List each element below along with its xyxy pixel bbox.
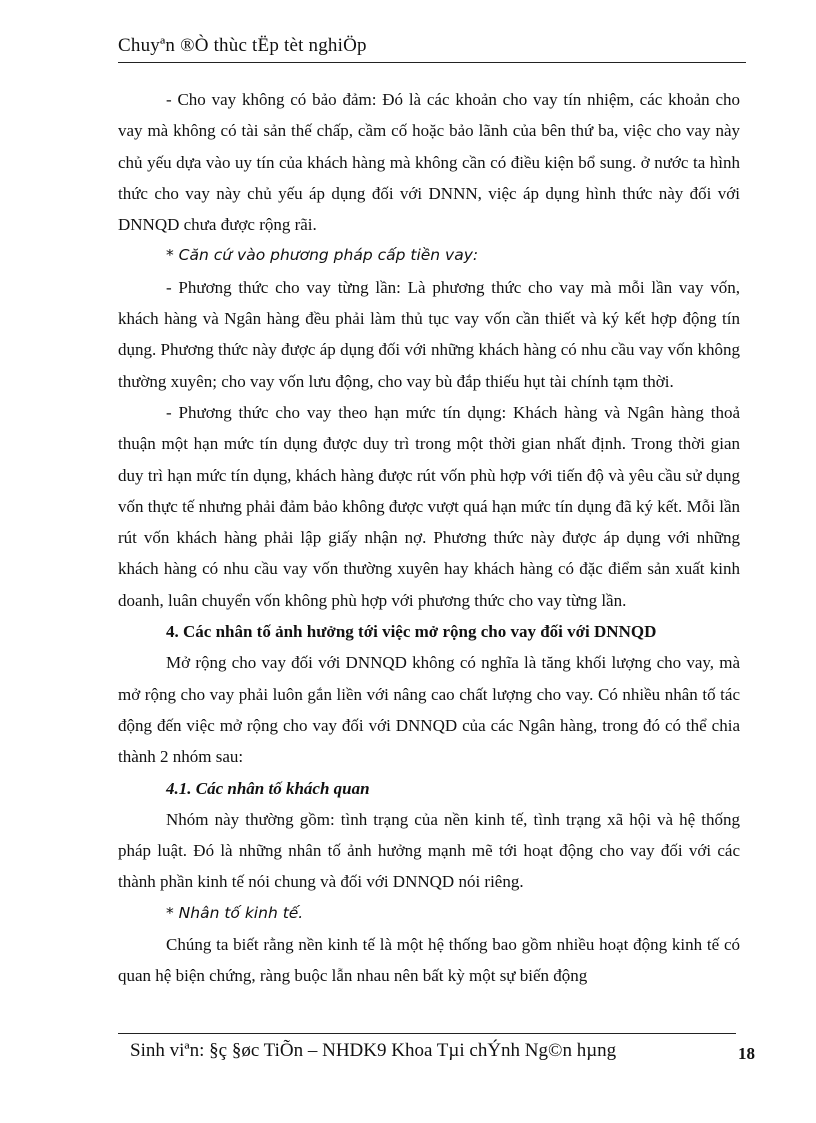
paragraph-single-loan: - Phương thức cho vay từng lần: Là phương thức cho vay mà mỗi lần vay vốn, khách hàng và Ngân hàng đều phải làm thủ tục vay vốn cần thiết và ký kết hợp động tín dụng. Phương thức này được áp dụng đối với những khách hàng có nhu cầu vay vốn không thường xuyên; cho vay vốn lưu động, cho vay bù đắp thiếu hụt tài chính tạm thời.: [118, 277, 740, 391]
paragraph-method-heading: * Căn cứ vào phương pháp cấp tiền vay:: [166, 246, 479, 265]
section-heading-4: 4. Các nhân tố ảnh hưởng tới việc mở rộng cho vay đối với DNNQD: [166, 622, 657, 642]
paragraph-economic-factor-heading: * Nhân tố kinh tế.: [166, 903, 304, 922]
page-header: Chuyªn ®Ò thùc tËp tèt nghiÖp: [118, 34, 746, 63]
page-footer: Sinh viªn: §ç §øc TiÕn – NHDK9 Khoa Tµi chÝnh Ng©n hµng: [130, 1040, 617, 1061]
paragraph-unsecured-loans: - Cho vay không có bảo đảm: Đó là các khoản cho vay tín nhiệm, các khoản cho vay mà không có tài sản thế chấp, cầm cố hoặc bảo lãnh của bên thứ ba, việc cho vay này chủ yếu dựa vào uy tín của khách hàng mà không cần có điều kiện bổ sung. ở nước ta hình thức cho vay này chủ yếu áp dụng đối với DNNN, việc áp dụng hình thức này đối với DNNQD chưa được rộng rãi.: [118, 90, 740, 235]
footer-divider: [118, 1033, 736, 1034]
subsection-heading-4-1: 4.1. Các nhân tố khách quan: [166, 778, 370, 798]
paragraph-objective-factors: Nhóm này thường gồm: tình trạng của nền kinh tế, tình trạng xã hội và hệ thống pháp luật. Đó là những nhân tố ảnh hưởng mạnh mẽ tới hoạt động cho vay đối với các thành phần kinh tế nói chung và đối với DNNQD nói riêng.: [118, 809, 740, 892]
paragraph-expansion: Mở rộng cho vay đối với DNNQD không có nghĩa là tăng khối lượng cho vay, mà mở rộng cho vay phải luôn gắn liền với nâng cao chất lượng cho vay. Có nhiều nhân tố tác động đến việc mở rộng cho vay đối với DNNQD của các Ngân hàng, trong đó có thể chia thành 2 nhóm sau:: [118, 653, 740, 767]
paragraph-credit-line: - Phương thức cho vay theo hạn mức tín dụng: Khách hàng và Ngân hàng thoả thuận một hạn mức tín dụng được duy trì trong một thời gian nhất định. Trong thời gian duy trì hạn mức tín dụng, khách hàng được rút vốn phù hợp với tiến độ và yêu cầu sử dụng vốn thực tế nhưng phải đảm bảo không được vượt quá hạn mức tín dụng đã ký kết. Mỗi lần rút vốn khách hàng phải lập giấy nhận nợ. Phương thức này được áp dụng với những khách hàng có nhu cầu vay vốn thường xuyên hay khách hàng có đặc điểm sản xuất kinh doanh, luân chuyển vốn không phù hợp với phương thức cho vay từng lần.: [118, 402, 740, 610]
paragraph-economy: Chúng ta biết rằng nền kinh tế là một hệ thống bao gồm nhiều hoạt động kinh tế có quan hệ biện chứng, ràng buộc lẫn nhau nên bất kỳ một sự biến động: [118, 935, 740, 986]
document-body: [118, 84, 740, 992]
page-number: 18: [738, 1044, 755, 1063]
